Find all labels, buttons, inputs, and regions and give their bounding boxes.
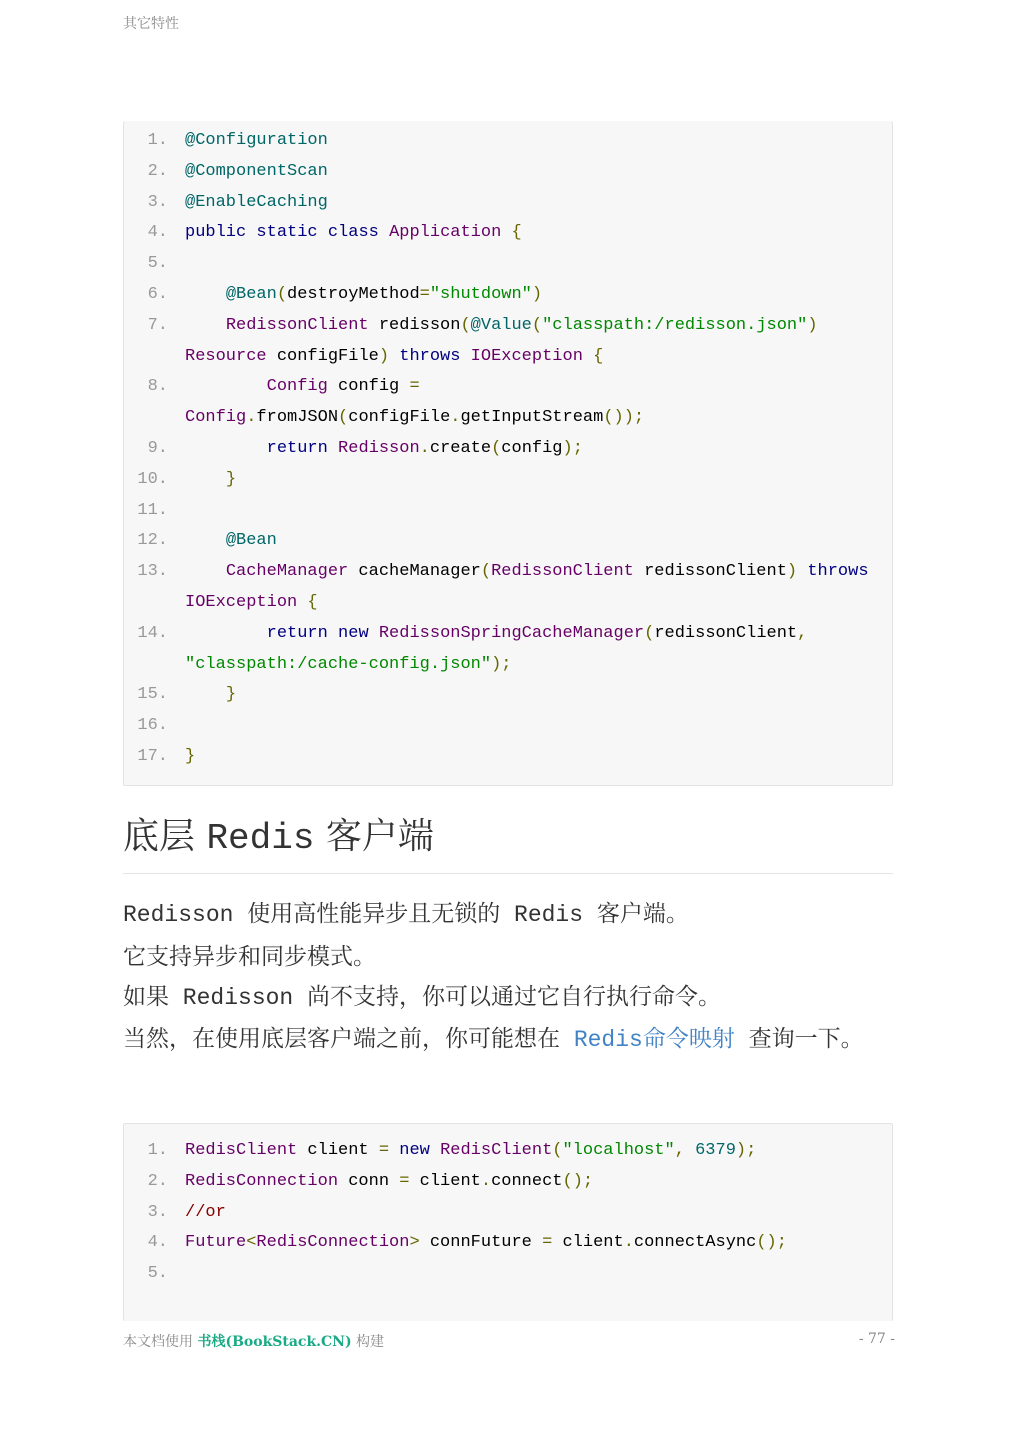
paragraph-4 [123,1020,893,1062]
line-number: 10. [137,469,168,489]
code-text [185,1167,892,1198]
code-token: connect [491,1171,563,1191]
code-text [185,619,892,681]
code-token [369,624,379,643]
line-number: 14. [137,623,168,643]
code-token: connectAsync [633,1233,757,1253]
code-token: client [552,1233,624,1253]
code-token: getInputStream [460,408,604,428]
line-number: 8. [147,377,168,397]
code-token: conn [338,1171,400,1191]
code-text [185,280,892,311]
code-text [185,465,892,496]
code-line [124,249,892,280]
section-title-latin: Redis [206,818,315,859]
code-token: RedissonClient [225,315,369,335]
code-text [185,434,892,465]
code-line [124,1136,892,1167]
code-token: } [225,685,237,705]
code-token: = [409,377,420,397]
page-header-chapter: 其它特性 [123,16,179,32]
code-token: fromJSON [256,408,339,428]
line-number: 16. [137,716,168,736]
code-token [818,316,828,335]
code-token [685,1141,695,1160]
code-token: } [225,469,237,489]
line-number: 11. [137,500,168,520]
code-token: . [623,1233,634,1253]
section-title-suffix: 客户端 [314,816,434,857]
code-token [185,377,267,396]
code-token: @EnableCaching [185,192,328,212]
code-line [124,619,892,681]
code-text [185,157,892,188]
code-token: = [542,1233,553,1253]
code-line [124,280,892,311]
code-token [318,223,328,242]
code-line [124,557,892,619]
code-text [185,742,892,773]
code-token: cacheManager [348,562,481,582]
redis-command-mapping-link[interactable]: Redis命令映射 [573,1026,735,1053]
code-token: redissonClient [633,562,787,582]
code-token: Redisson [338,438,420,458]
line-number: 1. [147,1141,168,1160]
code-token: RedisConnection [256,1233,410,1253]
code-token [185,285,226,304]
line-number: 13. [137,562,168,582]
code-token: = [419,284,430,304]
code-token: . [480,1171,492,1191]
code-token [869,562,879,581]
code-token: , [797,623,808,643]
code-line [124,1228,892,1259]
code-block-redis-client [123,1123,893,1321]
paragraph-3: 如果 Redisson 尚不支持，你可以通过它自行执行命令。 [123,985,722,1012]
code-token: ); [491,654,512,674]
code-token: client [297,1141,379,1160]
section-heading [123,812,893,874]
line-number: 4. [147,1233,168,1253]
line-number: 5. [147,1264,168,1284]
code-line [124,680,892,711]
code-token: = [378,1141,390,1160]
code-token: ) [378,346,390,366]
code-line [124,218,892,249]
code-token: config [501,438,563,458]
code-token [328,624,338,643]
code-text [185,249,892,280]
code-token: . [246,408,257,428]
code-token [185,470,226,489]
code-token: Config [266,377,328,397]
code-token: new [399,1141,430,1160]
code-text [185,1136,892,1167]
code-token [583,347,593,366]
code-token: RedisClient [440,1141,553,1160]
code-token: 6379 [695,1141,736,1160]
code-text [185,1198,892,1229]
code-token: destroyMethod [287,284,420,304]
code-text [185,1259,892,1290]
code-token [246,223,256,242]
code-token: "shutdown" [429,284,532,304]
code-token: IOException [185,592,298,612]
code-token: CacheManager [225,562,349,582]
page-number: - 77 - [858,1331,895,1347]
code-block-spring-config [123,121,893,786]
code-line [124,1198,892,1229]
code-token: . [419,438,430,458]
code-line [124,311,892,373]
code-token: { [511,223,522,243]
code-token: ( [491,438,502,458]
line-number: 1. [147,131,168,150]
code-line [124,496,892,527]
code-token [389,1141,399,1160]
code-token: ( [531,315,543,335]
code-line [124,188,892,219]
code-token: RedissonSpringCacheManager [378,623,645,643]
code-token: ); [562,438,583,458]
paragraph-2: 它支持异步和同步模式。 [123,943,376,970]
code-line [124,526,892,557]
footer-built-with-prefix: 本文档使用 [123,1334,198,1350]
footer-built-with-suffix: 构建 [351,1334,385,1350]
code-token: ( [480,562,492,582]
code-token: throws [807,562,869,582]
code-line [124,434,892,465]
code-text [185,372,892,434]
code-token: , [674,1141,685,1160]
line-number: 3. [147,192,168,212]
code-token: //or [185,1202,226,1222]
code-token: Config [185,408,247,428]
code-token: return [266,623,328,643]
code-token: ()); [603,408,645,428]
code-token: RedisClient [185,1141,298,1160]
paragraph-4-text-before: 当然，在使用底层客户端之前，你可能想在 [123,1026,574,1053]
code-line [124,126,892,157]
code-token: class [327,223,379,243]
line-number: 3. [147,1202,168,1222]
code-text [185,711,892,742]
code-token: "classpath:/redisson.json" [542,315,808,335]
code-token: @Bean [225,284,277,304]
code-token [185,685,226,704]
code-line [124,372,892,434]
code-token: ) [807,315,818,335]
code-line [124,465,892,496]
code-token: ( [460,315,471,335]
code-token: static [256,223,318,243]
line-number: 2. [147,1171,168,1191]
code-token [460,347,470,366]
line-number: 6. [147,284,168,304]
code-token [185,531,226,550]
code-token [501,223,511,242]
code-text [185,680,892,711]
code-token: IOException [470,346,583,366]
code-token: create [429,438,492,458]
code-token [185,624,267,643]
code-token: ( [644,623,655,643]
code-token: configFile [266,346,379,366]
line-number: 15. [137,685,168,705]
code-line [124,711,892,742]
code-token [185,562,226,581]
line-number: 7. [147,315,168,335]
paragraph-1: Redisson 使用高性能异步且无锁的 Redis 客户端。 [123,902,689,928]
code-line [124,157,892,188]
code-token [797,562,807,581]
code-token: new [338,623,369,643]
code-line [124,1259,892,1290]
code-token [389,347,399,366]
code-token: client [409,1171,481,1191]
code-token [297,593,307,612]
section-body [123,895,893,1061]
code-token: { [593,346,604,366]
code-text [185,1228,892,1259]
code-text [185,218,892,249]
code-token: redissonClient [654,623,798,643]
code-token: } [185,746,196,766]
code-token [379,223,389,242]
code-token: @ComponentScan [185,161,328,181]
code-token: redisson [368,315,461,335]
code-token: config [327,377,410,397]
code-text [185,126,892,157]
paragraph-4-text-after: 查询一下。 [734,1026,864,1053]
code-token: < [246,1233,257,1253]
code-token [430,1141,440,1160]
code-token: ); [735,1141,757,1160]
line-number: 2. [147,161,168,181]
code-token: ) [786,562,798,582]
line-number: 12. [137,531,168,551]
line-number: 4. [147,223,168,243]
code-token: ( [552,1141,563,1160]
code-token: RedissonClient [491,562,634,582]
code-token: (); [562,1171,594,1191]
code-token: ( [338,408,349,428]
code-line [124,1167,892,1198]
code-text [185,188,892,219]
code-line [124,742,892,773]
code-token [328,439,338,458]
code-token: (); [756,1233,787,1253]
code-token: return [266,438,328,458]
code-token: @Value [470,315,532,335]
code-text [185,311,892,373]
code-token: configFile [348,408,451,428]
code-token: "localhost" [562,1141,675,1160]
code-token [420,377,430,396]
code-token: { [307,592,318,612]
code-text [185,557,892,619]
code-token: Application [389,223,502,243]
code-token: public [185,223,247,243]
code-token: . [450,408,461,428]
code-token: "classpath:/cache-config.json" [185,654,492,674]
code-token: = [399,1171,410,1191]
line-number: 5. [147,254,168,274]
section-title-prefix: 底层 [123,816,207,857]
code-token: Resource [185,346,267,366]
code-token [807,624,817,643]
code-token [185,439,267,458]
line-number: 9. [147,438,168,458]
code-token: ) [531,284,543,304]
code-token: Future [185,1233,247,1253]
page-footer [123,1331,895,1351]
code-token: @Bean [225,531,277,551]
code-text [185,526,892,557]
line-number: 17. [137,746,168,766]
code-text [185,496,892,527]
code-token: connFuture [419,1233,543,1253]
code-token: RedisConnection [185,1171,339,1191]
code-token [185,316,226,335]
code-token: throws [399,346,461,366]
code-token: @Configuration [185,131,328,150]
bookstack-link[interactable]: 书栈(BookStack.CN) [197,1334,352,1350]
code-token: > [409,1233,420,1253]
code-token: ( [276,284,288,304]
